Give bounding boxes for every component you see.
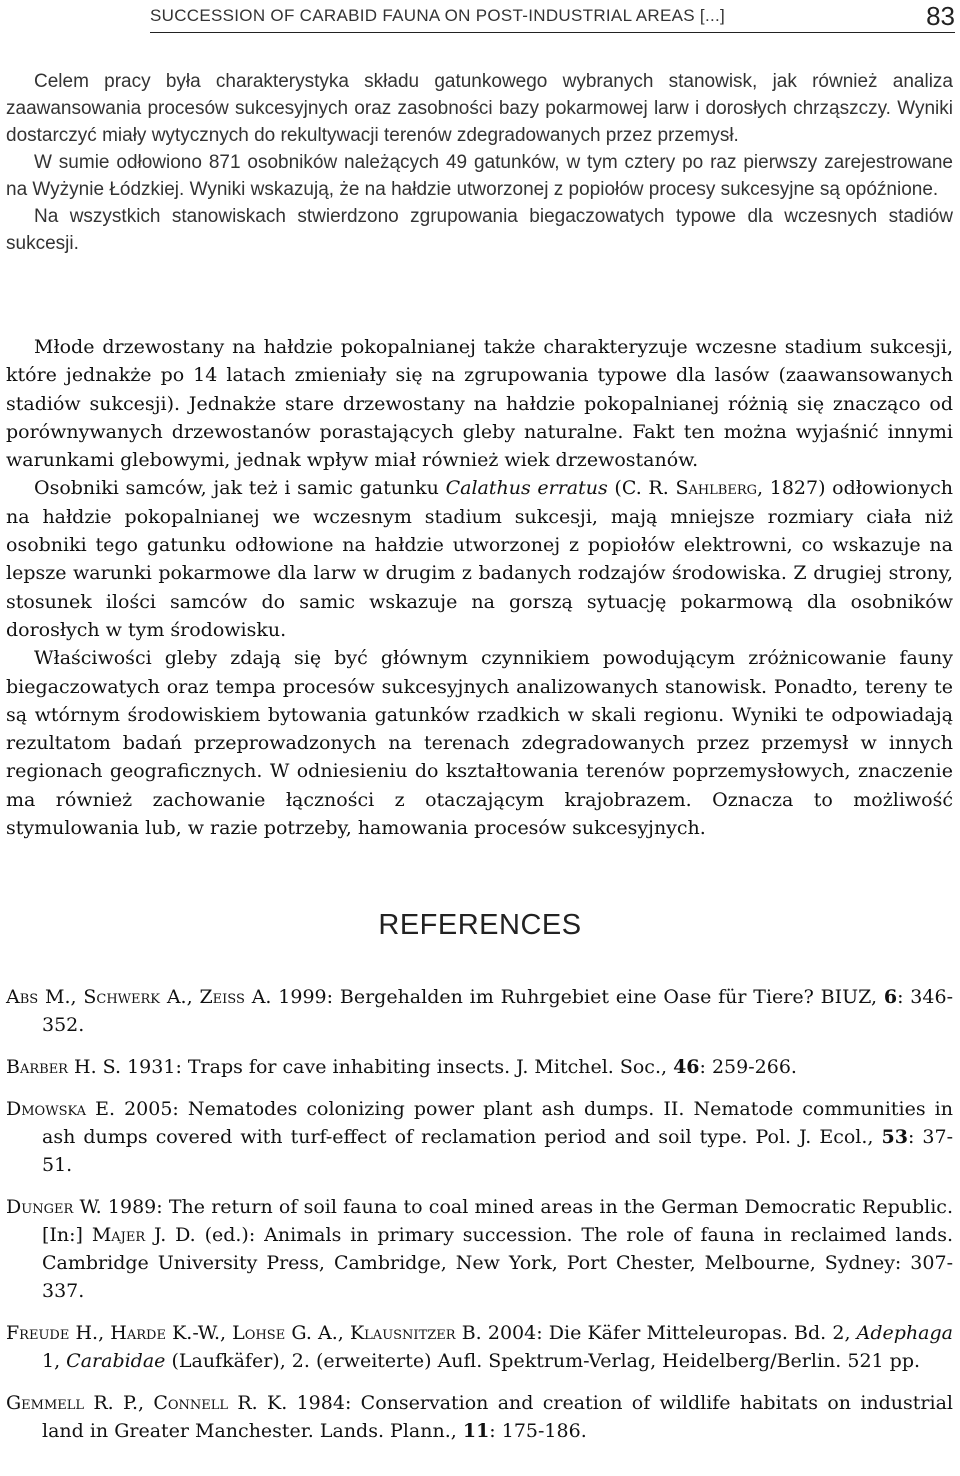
body-paragraph: Młode drzewostany na hałdzie pokopalnianej także charakteryzuje wczesne stadium sukcesji, które jednakże po 14 latach zmieniały się na zgrupowania typowe dla lasów (zaawansowanych stadiów sukcesji). Jednakże stare drzewostany na hałdzie pokopalnianej różnią się znacząco od porównywanych drzewostanów porastających gleby naturalne. Fakt ten można wyjaśnić innymi warunkami glebowymi, jednak wpływ miał również wiek drzewostanów. (6, 336, 953, 472)
polish-abstract (6, 68, 953, 257)
author-initials: A. (244, 986, 279, 1008)
author-name: Harde (110, 1322, 166, 1344)
body-paragraph: Właściwości gleby zdają się być głównym czynnikiem powodującym zróżnicowanie fauny biegaczowatych oraz tempa procesów sukcesyjnych analizowanych stanowisk. Ponadto, tereny te są wtórnym środowiskiem bytowania gatunków rzadkich w skali regionu. Wyniki te odpowiadają rezultatom badań przeprowadzonych na terenach zdegradowanych przez przemysł w innych regionach geograficznych. W odniesieniu do kształtowania terenów poprzemysłowych, znaczenie ma również zachowanie łączności z otaczającym krajobrazem. Oznacza to możliwość stymulowania lub, w razie potrzeby, hamowania procesów sukcesyjnych. (6, 647, 953, 840)
editor-initials: J. D. (145, 1224, 205, 1246)
author-initials: B. (455, 1322, 488, 1344)
reference-text: 1931: Traps for cave inhabiting insects. J. Mitchel. Soc., (127, 1056, 674, 1078)
reference-text: 1999: Bergehalden im Ruhrgebiet eine Oase für Tiere? BIUZ, (278, 986, 884, 1008)
author-initials: A., (160, 986, 200, 1008)
page-number: 83 (926, 1, 955, 31)
reference-text: 1, (42, 1350, 67, 1372)
author-name: Freude (6, 1322, 70, 1344)
text-run: (C. R. (607, 477, 676, 500)
author-initials: H., (69, 1322, 111, 1344)
author-name: Dmowska (6, 1098, 87, 1120)
author-name: Dunger (6, 1196, 74, 1218)
reference-text: 2005: Nematodes colonizing power plant ash dumps. II. Nematode communities in ash dumps covered with turf-effect of reclamation period and soil type. Pol. J. Ecol., (42, 1098, 953, 1148)
species-name: Calathus erratus (445, 477, 608, 500)
page-range: : 259-266. (699, 1056, 797, 1078)
abstract-paragraph: W sumie odłowiono 871 osobników należących 49 gatunków, w tym cztery po raz pierwszy zarejestrowane na Wyżynie Łódzkiej. Wyniki wskazują, że na hałdzie utworzonej z popiołów procesy sukcesyjne są opóźnione. (6, 152, 953, 200)
author-name: Connell (153, 1392, 229, 1414)
body-paragraph (6, 474, 953, 644)
author-initials: R. P., (84, 1392, 154, 1414)
reference-list (6, 983, 953, 1445)
author-initials: R. K. (228, 1392, 297, 1414)
author-name: Schwerk (83, 986, 161, 1008)
reference-text: (Laufkäfer), 2. (erweiterte) Aufl. Spektrum-Verlag, Heidelberg/Berlin. 521 pp. (165, 1350, 921, 1372)
volume-number: 6 (883, 986, 898, 1008)
reference-text: (ed.): Animals in primary succession. The role of fauna in reclaimed lands. Cambridge University Press, Cambridge, New York, Port Chester, Melbourne, Sydney: 307-337. (42, 1224, 954, 1302)
author-name: Barber (6, 1056, 68, 1078)
reference-item (6, 1053, 953, 1081)
page-range: : 175-186. (489, 1420, 587, 1442)
author-initials: G. A., (285, 1322, 350, 1344)
author-name: Lohse (232, 1322, 286, 1344)
taxon-name: Carabidae (66, 1350, 166, 1372)
abstract-paragraph: Celem pracy była charakterystyka składu gatunkowego wybranych stanowisk, jak również analiza zaawansowania procesów sukcesyjnych oraz zasobności bazy pokarmowej larw i dorosłych chrząszczy. Wyniki dostarczyć miały wytycznych do rekultywacji terenów zdegradowanych przez przemysł. (6, 71, 953, 146)
running-head: SUCCESSION OF CARABID FAUNA ON POST-INDUSTRIAL AREAS [...] (150, 6, 726, 25)
author-initials: M., (38, 986, 84, 1008)
author-initials: W. (73, 1196, 108, 1218)
author-name: Klausnitzer (349, 1322, 456, 1344)
reference-item (6, 1319, 953, 1375)
volume-number: 11 (462, 1420, 490, 1442)
volume-number: 53 (881, 1126, 908, 1148)
reference-item (6, 1389, 953, 1445)
reference-text: 2004: Die Käfer Mitteleuropas. Bd. 2, (487, 1322, 857, 1344)
reference-text: 1989: The return of soil fauna to coal mined areas in the German Democratic Republic. [In:] (42, 1196, 953, 1246)
author-name: Zeiß (199, 986, 245, 1008)
text-run: , 1827) odłowionych na hałdzie pokopalnianej we wczesnym stadium sukcesji, mają mniejsze rozmiary ciała niż osobniki tego gatunku odłowione na hałdzie utworzonej z popiołów elektrowni, co wskazuje na lepsze warunki pokarmowe dla larw w drugim z badanych rodzajów środowiska. Z drugiej strony, stosunek ilości samców do samic wskazuje na gorszą sytuację pokarmową dla osobników dorosłych w tym środowisku. (6, 477, 954, 641)
page-range: : 37-51. (42, 1126, 953, 1176)
author-initials: K.-W., (165, 1322, 233, 1344)
page-range: : 346-352. (42, 986, 953, 1036)
taxon-name: Adephaga (856, 1322, 954, 1344)
abstract-paragraph: Na wszystkich stanowiskach stwierdzono zgrupowania biegaczowatych typowe dla wczesnych stadiów sukcesji. (6, 206, 953, 254)
reference-item (6, 1095, 953, 1179)
editor-name: Majer (91, 1224, 146, 1246)
reference-text: 1984: Conservation and creation of wildlife habitats on industrial land in Greater Manchester. Lands. Plann., (42, 1392, 953, 1442)
volume-number: 46 (673, 1056, 700, 1078)
text-run: Osobniki samców, jak też i samic gatunku (34, 477, 446, 500)
author-name: Abs (6, 986, 39, 1008)
author-initials: H. S. (67, 1056, 128, 1078)
author-initials: E. (86, 1098, 125, 1120)
author-name: Sahlberg (675, 477, 758, 500)
page-header (150, 2, 955, 33)
summary-text (6, 333, 953, 842)
author-name: Gemmell (6, 1392, 85, 1414)
reference-item (6, 983, 953, 1039)
references-heading: REFERENCES (378, 909, 582, 941)
reference-item (6, 1193, 953, 1305)
